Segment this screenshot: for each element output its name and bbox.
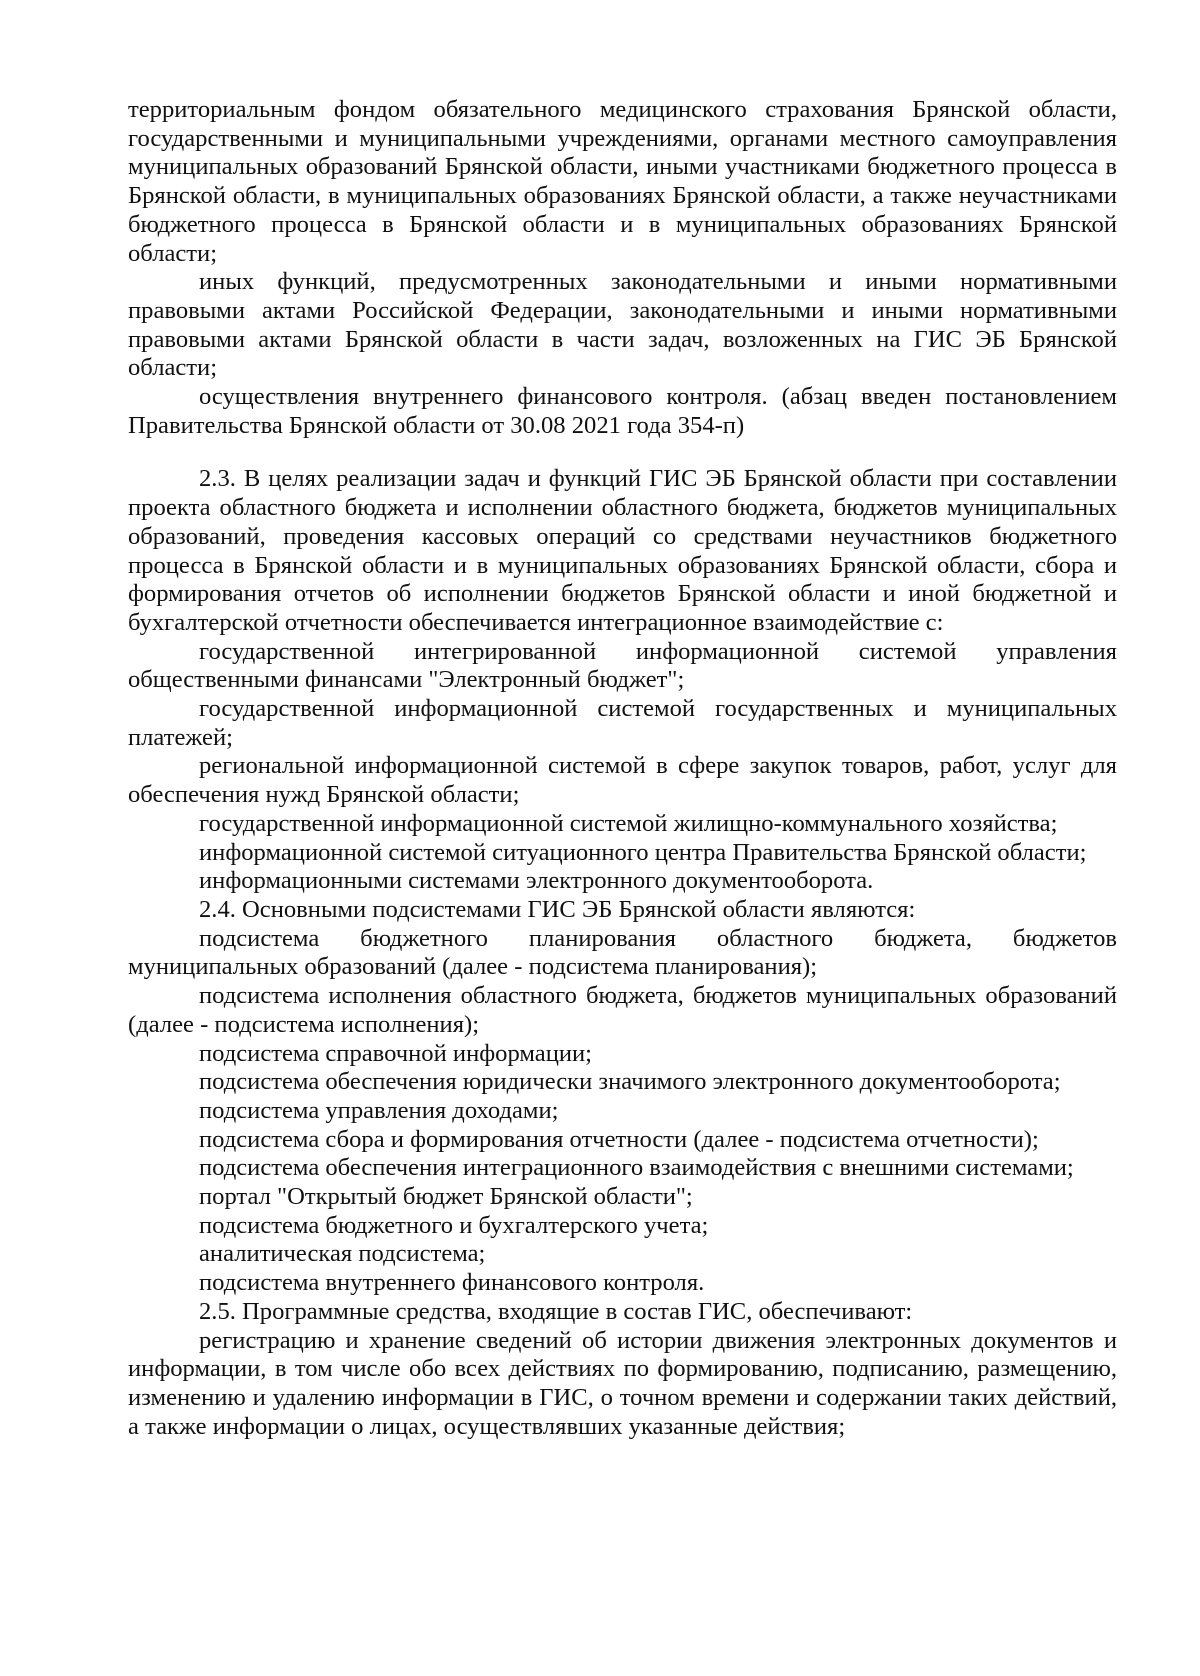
list-item: государственной интегрированной информационной системой управления общественными финансами "Электронный бюджет"; [128, 637, 1117, 694]
list-item: региональной информационной системой в сфере закупок товаров, работ, услуг для обеспечения нужд Брянской области; [128, 752, 1117, 809]
paragraph-internal-control: осуществления внутреннего финансового контроля. (абзац введен постановлением Правительства Брянской области от 30.08 2021 года 354-п) [128, 383, 1117, 439]
list-item: подсистема внутреннего финансового контроля. [199, 1269, 705, 1297]
list-item: аналитическая подсистема; [199, 1240, 486, 1268]
list-item: подсистема обеспечения юридически значимого электронного документооборота; [199, 1068, 1061, 1096]
list-item: подсистема справочной информации; [199, 1039, 593, 1067]
list-item: портал "Открытый бюджет Брянской области"; [199, 1183, 693, 1211]
list-item: регистрацию и хранение сведений об истории движения электронных документов и информации, в том числе обо всех действиях по формированию, подписанию, размещению, изменению и удалению информации в ГИС, о точном времени и содержании таких действий, а также информации о лицах, осуществлявших указанные действия; [128, 1326, 1117, 1440]
list-item: информационной системой ситуационного центра Правительства Брянской области; [199, 838, 1087, 866]
paragraph-other-functions: иных функций, предусмотренных законодательными и иными нормативными правовыми актами Российской Федерации, законодательными и иными нормативными правовыми актами Брянской области в части задач, возложенных на ГИС ЭБ Брянской области; [128, 268, 1117, 382]
list-item: подсистема бюджетного и бухгалтерского учета; [199, 1211, 709, 1239]
document-page [128, 96, 1117, 1441]
paragraph-2-5: 2.5. Программные средства, входящие в состав ГИС, обеспечивают: [199, 1297, 913, 1325]
list-item: подсистема управления доходами; [199, 1096, 559, 1124]
list-item: подсистема обеспечения интеграционного взаимодействия с внешними системами; [199, 1154, 1074, 1182]
list-item: подсистема исполнения областного бюджета, бюджетов муниципальных образований (далее - подсистема исполнения); [128, 982, 1117, 1038]
paragraph-2-3: 2.3. В целях реализации задач и функций ГИС ЭБ Брянской области при составлении проекта областного бюджета и исполнении областного бюджета, бюджетов муниципальных образований, проведения кассовых операций со средствами неучастников бюджетного процесса в Брянской области и в муниципальных образованиях Брянской области, сбора и формирования отчетов об исполнении бюджетов Брянской области и иной бюджетной и бухгалтерской отчетности обеспечивается интеграционное взаимодействие с: [128, 465, 1117, 636]
paragraph-2-4: 2.4. Основными подсистемами ГИС ЭБ Брянской области являются: [199, 895, 916, 923]
list-item: подсистема сбора и формирования отчетности (далее - подсистема отчетности); [199, 1125, 1039, 1153]
list-item: государственной информационной системой государственных и муниципальных платежей; [128, 695, 1117, 751]
list-item: подсистема бюджетного планирования областного бюджета, бюджетов муниципальных образований (далее - подсистема планирования); [128, 924, 1117, 981]
list-item: государственной информационной системой жилищно-коммунального хозяйства; [199, 809, 1058, 837]
list-item: информационными системами электронного документооборота. [199, 867, 874, 895]
paragraph-continuation: территориальным фондом обязательного медицинского страхования Брянской области, государственными и муниципальными учреждениями, органами местного самоуправления муниципальных образований Брянской области, иными участниками бюджетного процесса в Брянской области, в муниципальных образованиях Брянской области, а также неучастниками бюджетного процесса в Брянской области и в муниципальных образованиях Брянской области; [128, 96, 1117, 267]
